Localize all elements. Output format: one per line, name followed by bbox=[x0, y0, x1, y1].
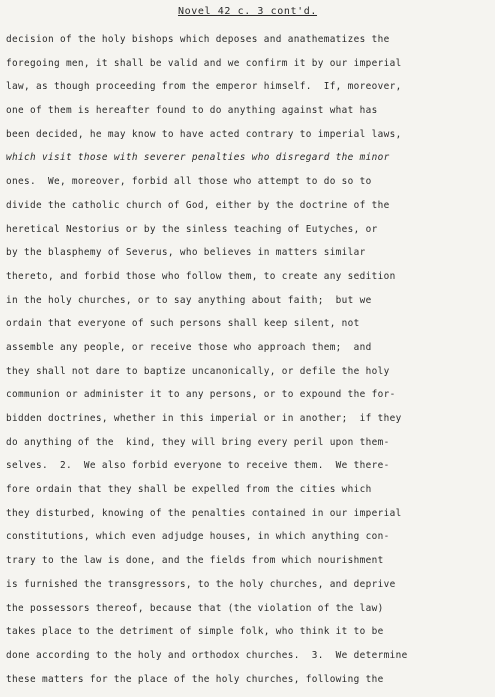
text-line: is furnished the transgressors, to the holy churches, and deprive bbox=[6, 578, 396, 590]
text-line: they disturbed, knowing of the penalties contained in our imperial bbox=[6, 507, 402, 519]
text-line: divide the catholic church of God, either by the doctrine of the bbox=[6, 199, 390, 211]
text-line: takes place to the detriment of simple folk, who think it to be bbox=[6, 626, 384, 638]
body-text bbox=[6, 28, 490, 691]
text-line: law, as though proceeding from the emperor himself. If, moreover, bbox=[6, 81, 402, 93]
text-line: in the holy churches, or to say anything about faith; but we bbox=[6, 294, 372, 306]
page-heading: Novel 42 c. 3 cont'd. bbox=[177, 6, 318, 17]
text-line: bidden doctrines, whether in this imperial or in another; if they bbox=[6, 413, 402, 424]
text-line: fore ordain that they shall be expelled from the cities which bbox=[6, 484, 372, 496]
text-line: by the blasphemy of Severus, who believes in matters similar bbox=[6, 247, 366, 259]
text-line: these matters for the place of the holy churches, following the bbox=[6, 673, 384, 685]
text-line: heretical Nestorius or by the sinless teaching of Eutyches, or bbox=[6, 223, 378, 235]
text-line: ordain that everyone of such persons shall keep silent, not bbox=[6, 318, 360, 330]
text-line: communion or administer it to any persons, or to expound the for- bbox=[6, 389, 396, 401]
text-line: which visit those with severer penalties who disregard the minor bbox=[6, 152, 390, 164]
text-line: decision of the holy bishops which deposes and anathematizes the bbox=[6, 34, 390, 45]
text-line: they shall not dare to baptize uncanonically, or defile the holy bbox=[6, 365, 390, 377]
text-line: been decided, he may know to have acted contrary to imperial laws, bbox=[6, 128, 402, 140]
text-line: the possessors thereof, because that (the violation of the law) bbox=[6, 602, 384, 614]
text-line: one of them is hereafter found to do anything against what has bbox=[6, 105, 378, 117]
text-line: thereto, and forbid those who follow them, to create any sedition bbox=[6, 270, 396, 282]
text-line: do anything of the kind, they will bring every peril upon them- bbox=[6, 436, 390, 448]
text-line: constitutions, which even adjudge houses, in which anything con- bbox=[6, 531, 390, 543]
text-line: trary to the law is done, and the fields from which nourishment bbox=[6, 555, 384, 567]
text-line: ones. We, moreover, forbid all those who attempt to do so to bbox=[6, 176, 372, 188]
text-line: assemble any people, or receive those who approach them; and bbox=[6, 341, 372, 353]
text-line: foregoing men, it shall be valid and we confirm it by our imperial bbox=[6, 57, 402, 69]
text-line: selves. 2. We also forbid everyone to receive them. We there- bbox=[6, 460, 390, 472]
text-line: done according to the holy and orthodox churches. 3. We determine bbox=[6, 649, 408, 661]
